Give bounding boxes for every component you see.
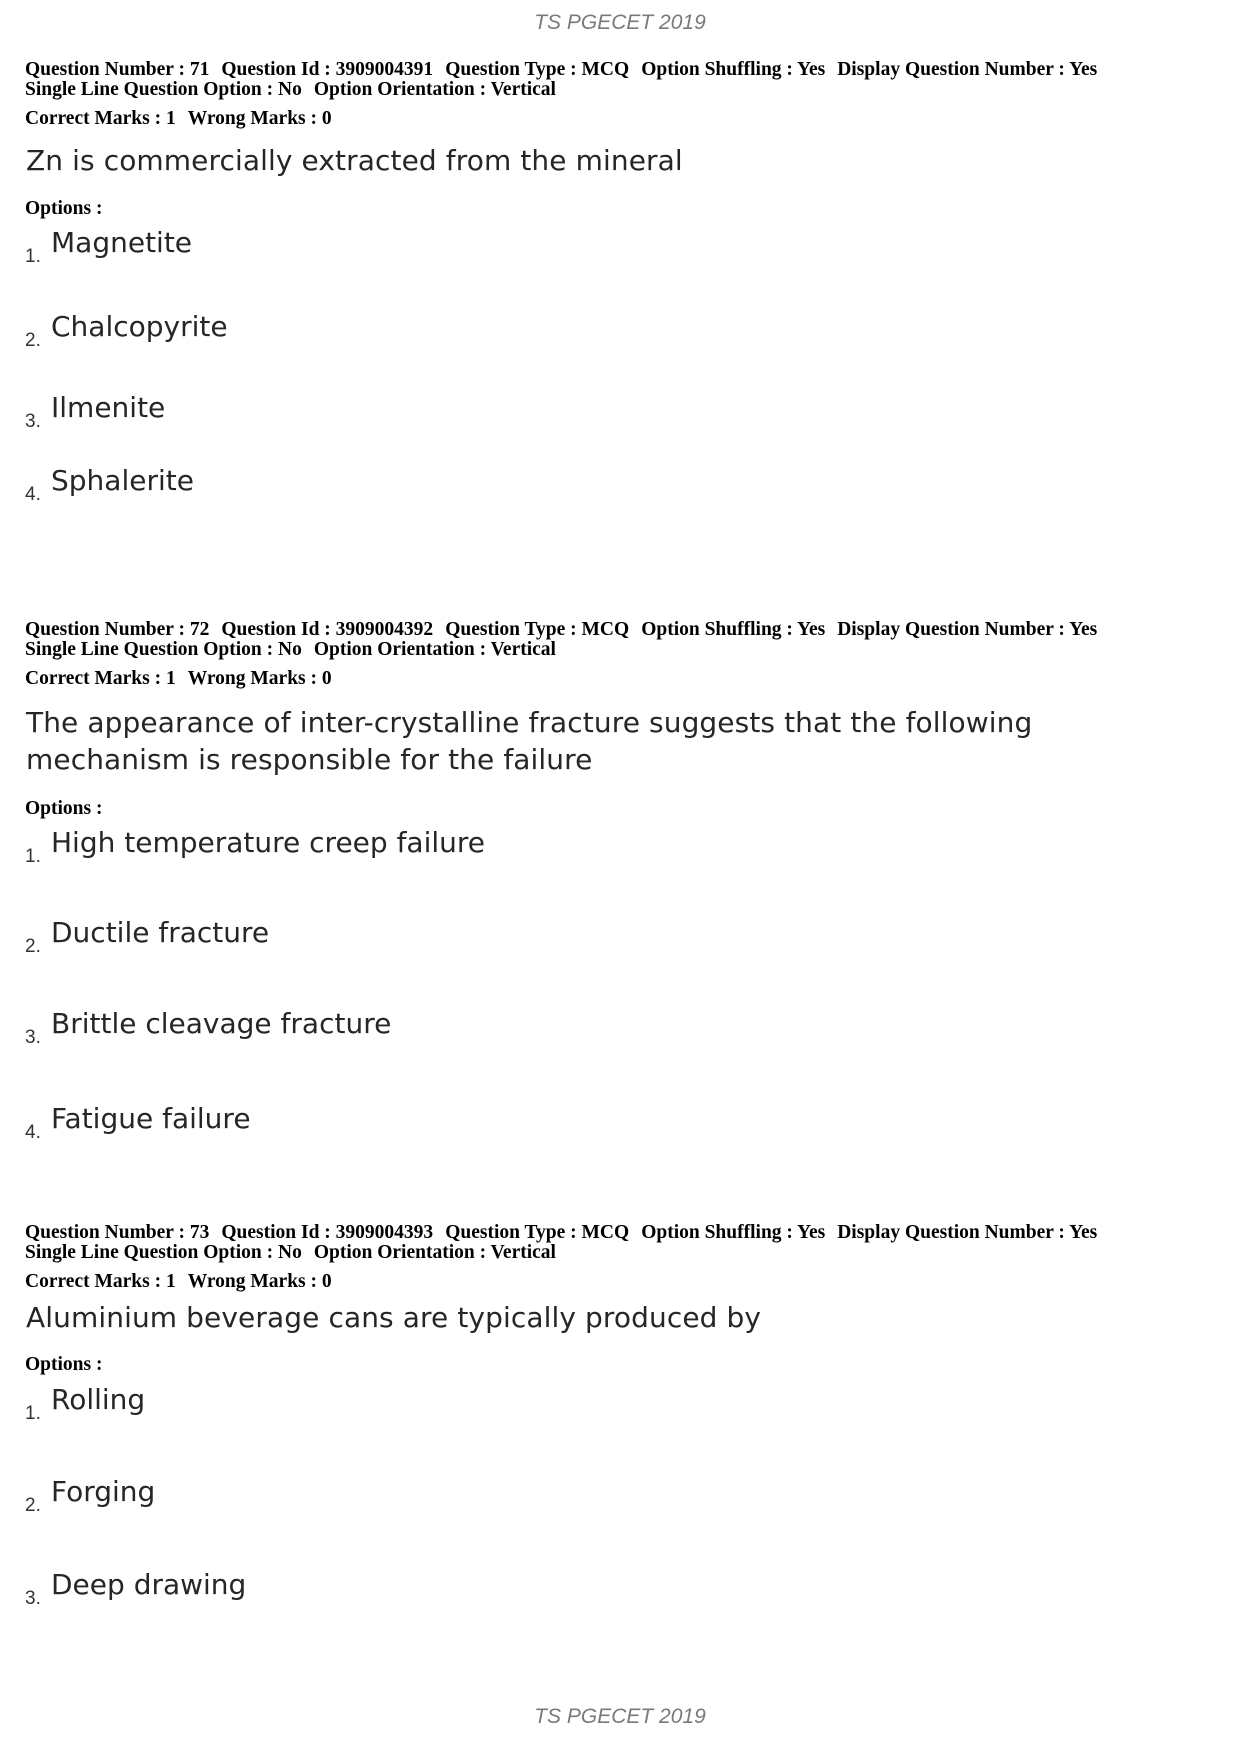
option-item[interactable]: [25, 310, 925, 360]
question-block: [25, 619, 1215, 1143]
correct-marks: Correct Marks : 1: [25, 108, 176, 129]
option-item[interactable]: [25, 1007, 925, 1057]
display-question-number: Display Question Number : Yes: [837, 619, 1098, 640]
option-shuffling: Option Shuffling : Yes: [641, 619, 826, 640]
single-line-option: Single Line Question Option : No: [25, 1242, 302, 1263]
option-text: High temperature creep failure: [51, 826, 486, 859]
question-type: Question Type : MCQ: [445, 1222, 630, 1243]
display-question-number: Display Question Number : Yes: [837, 1222, 1098, 1243]
option-number: 1.: [25, 246, 41, 267]
page-footer: TS PGECET 2019: [534, 1705, 706, 1728]
option-number: 1.: [25, 1403, 41, 1424]
option-number: 2.: [25, 1495, 41, 1516]
option-number: 2.: [25, 936, 41, 957]
option-text: Deep drawing: [51, 1568, 247, 1601]
single-line-option: Single Line Question Option : No: [25, 79, 302, 100]
option-number: 4.: [25, 1122, 41, 1143]
single-line-option: Single Line Question Option : No: [25, 639, 302, 660]
question-type: Question Type : MCQ: [445, 59, 630, 80]
question-number: Question Number : 72: [25, 619, 210, 640]
marks-line: [25, 109, 1215, 129]
question-number: Question Number : 73: [25, 1222, 210, 1243]
question-id: Question Id : 3909004391: [221, 59, 434, 80]
option-text: Forging: [51, 1475, 156, 1508]
option-text: Ductile fracture: [51, 916, 270, 949]
option-item[interactable]: [25, 916, 925, 966]
question-type: Question Type : MCQ: [445, 619, 630, 640]
option-number: 2.: [25, 330, 41, 351]
question-text-line: The appearance of inter-crystalline fracture suggests that the following: [26, 706, 1033, 739]
question-text: [26, 704, 1032, 778]
options-label: Options :: [25, 798, 103, 819]
option-item[interactable]: [25, 226, 925, 276]
option-item[interactable]: [25, 1102, 925, 1152]
option-number: 4.: [25, 484, 41, 505]
option-number: 3.: [25, 411, 41, 432]
display-question-number: Display Question Number : Yes: [837, 59, 1098, 80]
option-shuffling: Option Shuffling : Yes: [641, 1222, 826, 1243]
question-meta-line: [25, 1223, 1215, 1243]
question-text: Aluminium beverage cans are typically produced by: [26, 1301, 762, 1334]
wrong-marks: Wrong Marks : 0: [187, 1271, 332, 1292]
option-text: Chalcopyrite: [51, 310, 228, 343]
question-id: Question Id : 3909004393: [221, 1222, 434, 1243]
correct-marks: Correct Marks : 1: [25, 1271, 176, 1292]
question-meta-line-2: [25, 640, 1215, 660]
option-text: Ilmenite: [51, 391, 166, 424]
question-text-line: mechanism is responsible for the failure: [26, 743, 593, 776]
option-text: Sphalerite: [51, 464, 194, 497]
option-number: 3.: [25, 1588, 41, 1609]
question-number: Question Number : 71: [25, 59, 210, 80]
option-item[interactable]: [25, 464, 925, 514]
option-shuffling: Option Shuffling : Yes: [641, 59, 826, 80]
option-orientation: Option Orientation : Vertical: [313, 1242, 556, 1263]
page-header: TS PGECET 2019: [534, 11, 706, 34]
option-text: Rolling: [51, 1383, 146, 1416]
marks-line: [25, 1272, 1215, 1292]
options-label: Options :: [25, 198, 103, 219]
wrong-marks: Wrong Marks : 0: [187, 108, 332, 129]
question-meta-line: [25, 620, 1215, 640]
option-item[interactable]: [25, 1475, 925, 1525]
wrong-marks: Wrong Marks : 0: [187, 668, 332, 689]
question-meta-line-2: [25, 80, 1215, 100]
question-block: [25, 59, 1215, 505]
option-item[interactable]: [25, 391, 925, 441]
options-label: Options :: [25, 1354, 103, 1375]
question-meta-line: [25, 60, 1215, 80]
correct-marks: Correct Marks : 1: [25, 668, 176, 689]
question-meta-line-2: [25, 1243, 1215, 1263]
option-item[interactable]: [25, 1383, 925, 1433]
option-orientation: Option Orientation : Vertical: [313, 639, 556, 660]
question-block: [25, 1222, 1215, 1609]
option-item[interactable]: [25, 1568, 925, 1618]
option-number: 3.: [25, 1027, 41, 1048]
option-item[interactable]: [25, 826, 925, 876]
question-id: Question Id : 3909004392: [221, 619, 434, 640]
option-orientation: Option Orientation : Vertical: [313, 79, 556, 100]
marks-line: [25, 669, 1215, 689]
option-text: Fatigue failure: [51, 1102, 251, 1135]
option-text: Brittle cleavage fracture: [51, 1007, 392, 1040]
option-number: 1.: [25, 846, 41, 867]
question-text: Zn is commercially extracted from the mineral: [26, 144, 683, 177]
option-text: Magnetite: [51, 226, 193, 259]
